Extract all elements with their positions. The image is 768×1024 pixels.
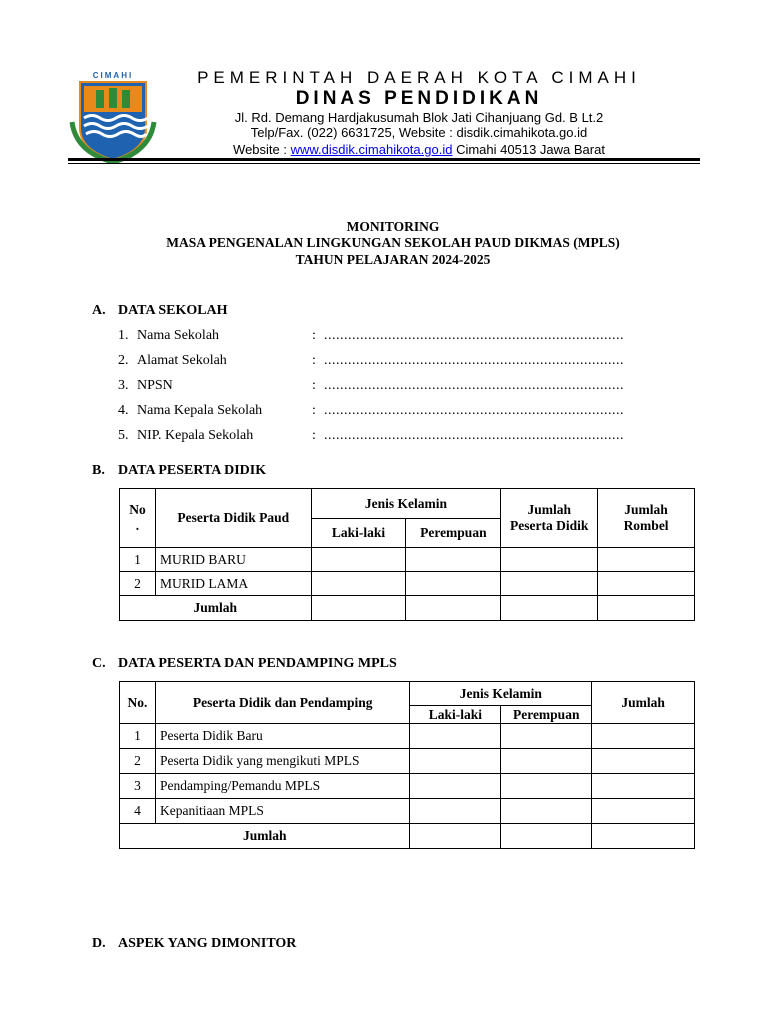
- field-number: 5.: [118, 428, 129, 443]
- section-letter: B.: [92, 463, 105, 478]
- section-d-heading: [92, 936, 296, 952]
- section-title: DATA SEKOLAH: [118, 303, 228, 318]
- row-number: 4: [120, 799, 156, 824]
- col-header-jenis-kelamin: Jenis Kelamin: [311, 489, 501, 519]
- table-row: [120, 572, 695, 596]
- row-number: 2: [120, 572, 156, 596]
- field-colon: :: [312, 378, 316, 393]
- section-b-heading: [92, 463, 266, 479]
- col-header-jumlah-peserta: Jumlah Peserta Didik: [501, 489, 598, 548]
- row-label: Peserta Didik Baru: [155, 724, 409, 749]
- field-nama-kepala-sekolah[interactable]: [118, 403, 698, 421]
- input-cell[interactable]: [592, 824, 695, 849]
- row-label: Kepanitiaan MPLS: [155, 799, 409, 824]
- office-name: DINAS PENDIDIKAN: [295, 88, 543, 109]
- field-number: 2.: [118, 353, 129, 368]
- field-label: NIP. Kepala Sekolah: [137, 428, 254, 443]
- table-row: [120, 724, 695, 749]
- table-row: [120, 799, 695, 824]
- input-cell[interactable]: [406, 596, 501, 621]
- input-cell[interactable]: [592, 724, 695, 749]
- doc-title-line3: TAHUN PELAJARAN 2024-2025: [295, 252, 491, 267]
- field-alamat-sekolah[interactable]: [118, 353, 698, 371]
- field-nama-sekolah[interactable]: [118, 328, 698, 346]
- field-colon: :: [312, 328, 316, 343]
- input-cell[interactable]: [592, 774, 695, 799]
- col-header-jumlah-rombel: Jumlah Rombel: [598, 489, 695, 548]
- field-colon: :: [312, 428, 316, 443]
- website-line: [190, 142, 648, 157]
- col-header-laki: Laki-laki: [410, 706, 501, 724]
- field-number: 3.: [118, 378, 129, 393]
- input-cell[interactable]: [501, 596, 598, 621]
- website-link[interactable]: www.disdik.cimahikota.go.id: [290, 142, 453, 157]
- doc-title-line2: MASA PENGENALAN LINGKUNGAN SEKOLAH PAUD DIKMAS (MPLS): [166, 235, 620, 250]
- input-cell[interactable]: [501, 724, 592, 749]
- row-number: 1: [120, 724, 156, 749]
- input-cell[interactable]: [410, 799, 501, 824]
- table-peserta-didik: [119, 488, 695, 621]
- office-contact: Telp/Fax. (022) 6631725, Website : disdik.cimahikota.go.id: [250, 125, 588, 140]
- cimahi-logo: [66, 70, 160, 164]
- col-header-perempuan: Perempuan: [501, 706, 592, 724]
- table-row: [120, 548, 695, 572]
- field-label: Alamat Sekolah: [137, 353, 227, 368]
- col-header-no: No .: [120, 489, 156, 548]
- input-cell[interactable]: [311, 572, 406, 596]
- section-title: DATA PESERTA DAN PENDAMPING MPLS: [118, 656, 397, 671]
- field-label: Nama Sekolah: [137, 328, 220, 343]
- table-row: [120, 774, 695, 799]
- input-cell[interactable]: [410, 749, 501, 774]
- row-number: 3: [120, 774, 156, 799]
- section-title: DATA PESERTA DIDIK: [118, 463, 267, 478]
- letterhead-rule-thick: [68, 158, 700, 161]
- row-number: 2: [120, 749, 156, 774]
- col-header-perempuan: Perempuan: [406, 519, 501, 548]
- input-cell[interactable]: [410, 724, 501, 749]
- input-cell[interactable]: [501, 774, 592, 799]
- input-cell[interactable]: [311, 548, 406, 572]
- field-blank[interactable]: ...........................................................................: [324, 328, 624, 343]
- table-peserta-pendamping: [119, 681, 695, 849]
- table-total-row: [120, 824, 695, 849]
- section-title: ASPEK YANG DIMONITOR: [118, 936, 297, 951]
- row-label: MURID BARU: [155, 548, 311, 572]
- field-blank[interactable]: ...........................................................................: [324, 378, 624, 393]
- input-cell[interactable]: [501, 799, 592, 824]
- section-letter: A.: [92, 303, 106, 318]
- input-cell[interactable]: [501, 824, 592, 849]
- section-letter: D.: [92, 936, 106, 951]
- table-row: [120, 749, 695, 774]
- input-cell[interactable]: [501, 548, 598, 572]
- input-cell[interactable]: [598, 596, 695, 621]
- total-label: Jumlah: [120, 596, 312, 621]
- office-address: Jl. Rd. Demang Hardjakusumah Blok Jati Cihanjuang Gd. B Lt.2: [234, 110, 604, 125]
- input-cell[interactable]: [501, 572, 598, 596]
- col-header-jenis-kelamin: Jenis Kelamin: [410, 682, 592, 706]
- input-cell[interactable]: [501, 749, 592, 774]
- field-number: 4.: [118, 403, 129, 418]
- row-label: Pendamping/Pemandu MPLS: [155, 774, 409, 799]
- input-cell[interactable]: [410, 774, 501, 799]
- field-nip-kepala-sekolah[interactable]: [118, 428, 698, 446]
- input-cell[interactable]: [592, 749, 695, 774]
- col-header-peserta: Peserta Didik dan Pendamping: [155, 682, 409, 724]
- col-header-no: No.: [120, 682, 156, 724]
- field-colon: :: [312, 353, 316, 368]
- table-total-row: [120, 596, 695, 621]
- col-header-peserta: Peserta Didik Paud: [155, 489, 311, 548]
- field-label: Nama Kepala Sekolah: [137, 403, 263, 418]
- field-blank[interactable]: ...........................................................................: [324, 403, 624, 418]
- field-number: 1.: [118, 328, 129, 343]
- section-letter: C.: [92, 656, 106, 671]
- input-cell[interactable]: [406, 572, 501, 596]
- input-cell[interactable]: [311, 596, 406, 621]
- doc-title-line1: MONITORING: [346, 219, 440, 234]
- field-colon: :: [312, 403, 316, 418]
- letterhead-rule-thin: [68, 163, 700, 164]
- field-npsn[interactable]: [118, 378, 698, 396]
- website-prefix: Website :: [233, 142, 291, 157]
- input-cell[interactable]: [598, 572, 695, 596]
- field-blank[interactable]: ...........................................................................: [324, 353, 624, 368]
- input-cell[interactable]: [592, 799, 695, 824]
- input-cell[interactable]: [410, 824, 501, 849]
- col-header-jumlah: Jumlah: [592, 682, 695, 724]
- col-header-laki: Laki-laki: [311, 519, 406, 548]
- total-label: Jumlah: [120, 824, 410, 849]
- input-cell[interactable]: [598, 548, 695, 572]
- row-number: 1: [120, 548, 156, 572]
- row-label: MURID LAMA: [155, 572, 311, 596]
- field-blank[interactable]: ...........................................................................: [324, 428, 624, 443]
- field-label: NPSN: [137, 378, 173, 393]
- svg-text:CIMAHI: CIMAHI: [92, 71, 134, 80]
- gov-name: PEMERINTAH DAERAH KOTA CIMAHI: [197, 68, 641, 87]
- row-label: Peserta Didik yang mengikuti MPLS: [155, 749, 409, 774]
- section-a-heading: [92, 303, 228, 319]
- section-c-heading: [92, 656, 397, 672]
- website-suffix: Cimahi 40513 Jawa Barat: [452, 142, 605, 157]
- input-cell[interactable]: [406, 548, 501, 572]
